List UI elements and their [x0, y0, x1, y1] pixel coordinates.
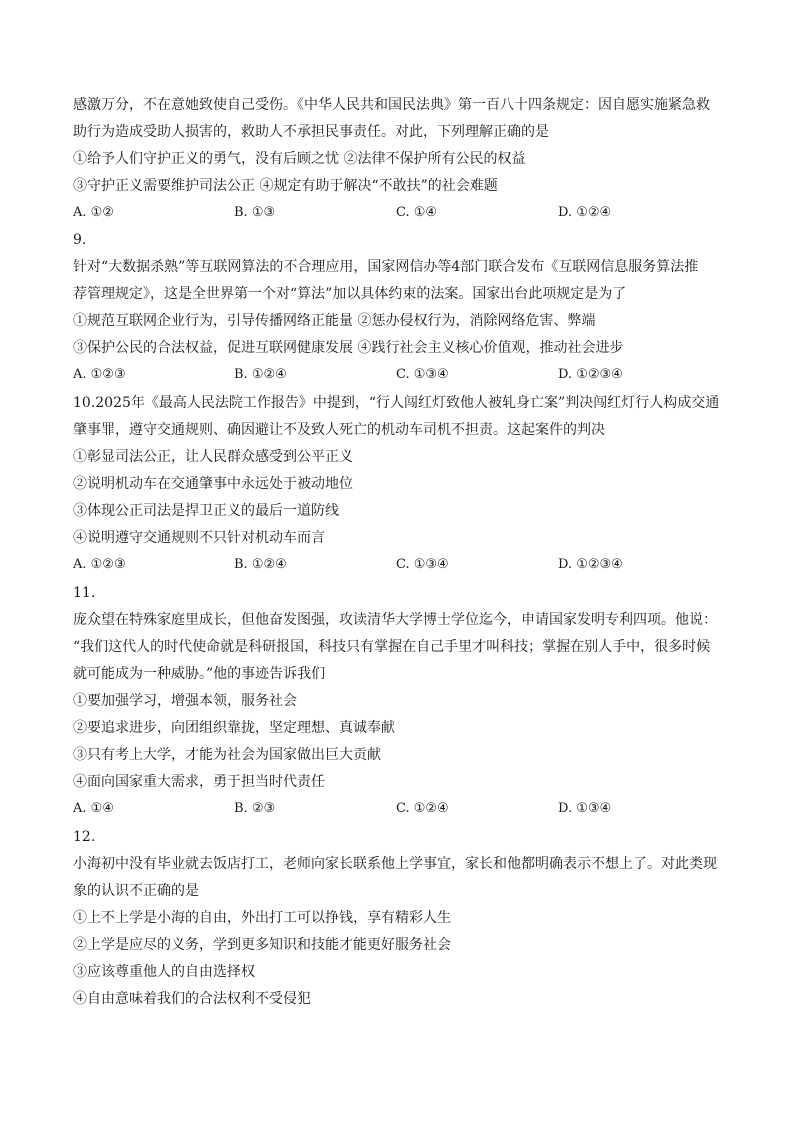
q9-statement: ①规范互联网企业行为，引导传播网络正能量 ②惩办侵权行为，消除网络危害、弊端 [73, 313, 596, 329]
q11-stem-line: 庞众望在特殊家庭里成长，但他奋发图强，攻读清华大学博士学位迄今，申请国家发明专利四项。他说： [73, 612, 717, 628]
option-a[interactable]: A. ①② [73, 205, 114, 220]
q10-statement: ①彰显司法公正，让人民群众感受到公平正义 [73, 449, 353, 465]
question-9 [73, 231, 723, 384]
q11-stem-line: “我们这代人的时代使命就是科研报国，科技只有掌握在自己手里才叫科技；掌握在别人手中，很多时候 [73, 639, 711, 655]
q8-stem-line: 助行为造成受助人损害的，救助人不承担民事责任。对此，下列理解正确的是 [73, 124, 549, 140]
q11-statement: ③只有考上大学，才能为社会为国家做出巨大贡献 [73, 747, 381, 763]
option-a[interactable]: A. ①④ [73, 801, 114, 816]
question-8 [73, 96, 723, 222]
question-12 [73, 828, 723, 1017]
q10-statement: ④说明遵守交通规则不只针对机动车而言 [73, 530, 325, 546]
q12-stem-line: 小海初中没有毕业就去饭店打工，老师向家长联系他上学事宜，家长和他都明确表示不想上了。对此类现 [73, 856, 717, 872]
q10-stem-line: 肇事罪，遵守交通规则、确因避让不及致人死亡的机动车司机不担责。这起案件的判决 [73, 422, 605, 438]
q8-options [73, 204, 723, 222]
q12-stem-line: 象的认识不正确的是 [73, 883, 199, 899]
q10-stem-line: 10.2025年《最高人民法院工作报告》中提到，“行人闯红灯致他人被轧身亡案”判决闯红灯行人构成交通 [73, 395, 720, 411]
option-b[interactable]: B. ①②④ [234, 557, 287, 572]
question-number: 9. [73, 232, 87, 248]
q9-options [73, 366, 723, 384]
q11-options [73, 800, 723, 818]
option-b[interactable]: B. ②③ [234, 801, 276, 816]
option-b[interactable]: B. ①②④ [234, 367, 287, 382]
q10-statement: ②说明机动车在交通肇事中永远处于被动地位 [73, 476, 353, 492]
question-10 [73, 394, 723, 574]
option-a[interactable]: A. ①②③ [73, 557, 126, 572]
q12-statement: ①上不上学是小海的自由，外出打工可以挣钱，享有精彩人生 [73, 910, 451, 926]
q9-stem-line: 荐管理规定》，这是全世界第一个对“算法”加以具体约束的法案。国家出台此项规定是为了 [73, 286, 627, 302]
q12-statement: ④自由意味着我们的合法权利不受侵犯 [73, 991, 311, 1007]
option-c[interactable]: C. ①③④ [396, 557, 449, 572]
option-c[interactable]: C. ①②④ [396, 801, 449, 816]
q9-statement: ③保护公民的合法权益，促进互联网健康发展 ④践行社会主义核心价值观，推动社会进步 [73, 340, 624, 356]
q8-statement: ③守护正义需要维护司法公正 ④规定有助于解决“不敢扶”的社会难题 [73, 178, 498, 194]
question-number: 12. [73, 829, 96, 845]
option-c[interactable]: C. ①④ [396, 205, 438, 220]
q11-statement: ①要加强学习，增强本领，服务社会 [73, 693, 297, 709]
option-d[interactable]: D. ①②③④ [558, 557, 623, 572]
q8-statement: ①给予人们守护正义的勇气，没有后顾之忧 ②法律不保护所有公民的权益 [73, 151, 526, 167]
q11-stem-line: 就可能成为一种威胁。”他的事迹告诉我们 [73, 666, 326, 682]
option-d[interactable]: D. ①③④ [558, 801, 612, 816]
question-number: 11. [73, 585, 96, 601]
option-c[interactable]: C. ①③④ [396, 367, 449, 382]
q12-statement: ③应该尊重他人的自由选择权 [73, 964, 255, 980]
q11-statement: ④面向国家重大需求，勇于担当时代责任 [73, 774, 325, 790]
option-b[interactable]: B. ①③ [234, 205, 276, 220]
q9-stem-line: 针对“大数据杀熟”等互联网算法的不合理应用，国家网信办等4部门联合发布《互联网信息服务算法推 [73, 259, 699, 275]
q10-statement: ③体现公正司法是捍卫正义的最后一道防线 [73, 503, 339, 519]
q11-statement: ②要追求进步，向团组织靠拢，坚定理想、真诚奉献 [73, 720, 395, 736]
option-a[interactable]: A. ①②③ [73, 367, 126, 382]
question-11 [73, 584, 723, 818]
option-d[interactable]: D. ①②④ [558, 205, 612, 220]
q8-stem-line: 感激万分，不在意她致使自己受伤。《中华人民共和国民法典》第一百八十四条规定：因自愿实施紧急救 [73, 97, 710, 113]
q10-options [73, 556, 723, 574]
option-d[interactable]: D. ①②③④ [558, 367, 623, 382]
q12-statement: ②上学是应尽的义务，学到更多知识和技能才能更好服务社会 [73, 937, 451, 953]
